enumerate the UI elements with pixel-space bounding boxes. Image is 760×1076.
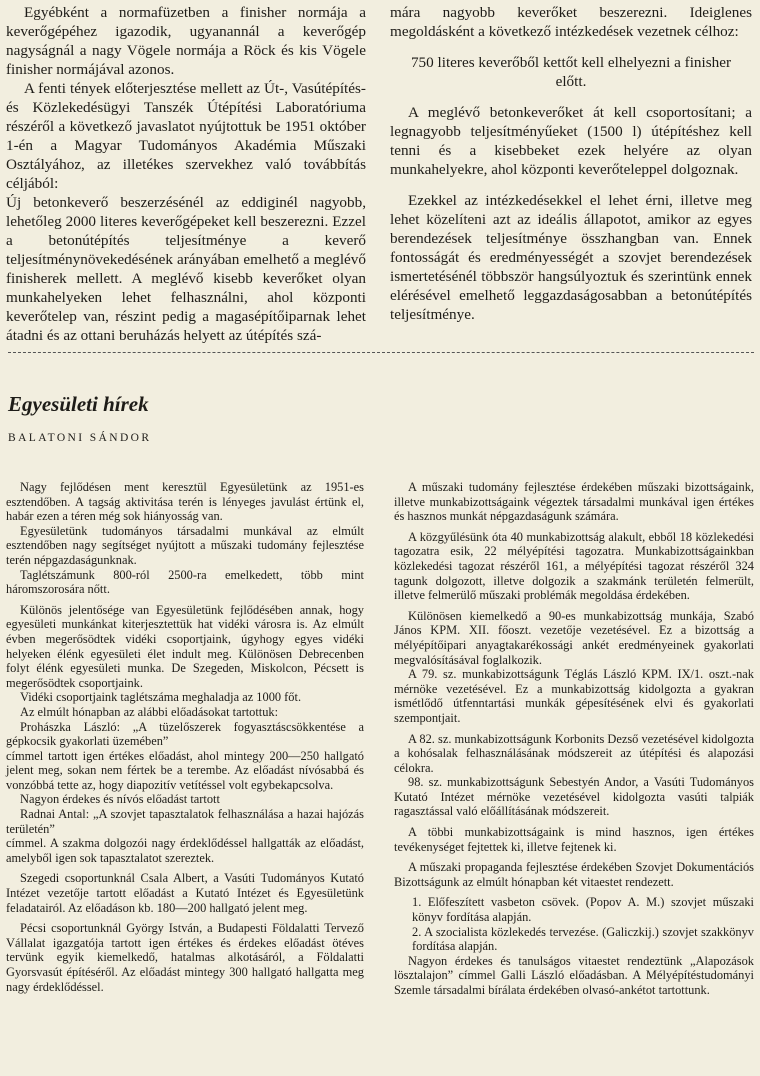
list-item: 1. Előfeszített vasbeton csövek. (Popov A. M.) szovjet műszaki könyv fordítása alapján. xyxy=(412,895,754,925)
paragraph: A műszaki propaganda fejlesztése érdekében Szovjet Dokumentációs Bizottságunk az elmúlt hónapban két vitaestet rendezett. xyxy=(394,860,754,889)
paragraph: 98. sz. munkabizottságunk Sebestyén Andor, a Vasúti Tudományos Kutató Intézet mérnöke vezetésével kidolgozta vasúti talpiák ragasztással való előállításának módszereit. xyxy=(394,775,754,819)
paragraph: A meglévő betonkeverőket át kell csoportosítani; a legnagyobb teljesítményűeket (1500 l) útépítéshez kell tenni és a kisebbeket ezek helyére az olyan munkahelyekre, ahol központi keverőteleppel dolgoznak. xyxy=(390,104,752,178)
paragraph: Egyébként a normafüzetben a finisher normája a keverőgépéhez igazodik, ugyanannál a keverőgép nagyságnál a nagy Vögele normája a Röck és kis Vögele finisher normájával azonos. xyxy=(6,4,366,78)
paragraph: A 79. sz. munkabizottságunk Téglás László KPM. IX/1. oszt.-nak mérnöke vezetésével. Ez a munkabizottság kidolgozta a gyakran ismétlődő útfenntartási munkák gépesítésének elvi és gyakorlati szempontjait. xyxy=(394,667,754,725)
paragraph: A fenti tények előterjesztése mellett az Út-, Vasútépítés- és Közlekedésügyi Tanszék Útépítési Laboratóriuma részéről a következő javaslatot nyújtottuk be 1951 október 1-én a Magyar Tudományos Akadémia Műszaki Osztályához, az illetékes szervekhez való továbbítás céljából: xyxy=(6,80,366,192)
paragraph: Ezekkel az intézkedésekkel el lehet érni, illetve meg lehet közelíteni azt az ideális állapotot, amikor az egyes berendezések teljesítménye összhangban van. Ennek fontosságát és eredményességét a szovjet berendezések ismertetésénél többször hangsúlyoztuk és szerintünk ennek elérésével emelhető leggazdaságosabban a betonútépítés teljesítménye. xyxy=(390,192,752,323)
news-column-right xyxy=(394,480,754,998)
paragraph: címmel. A szakma dolgozói nagy érdeklődéssel hallgatták az előadást, amelyből igen sok tapasztalatot szereztek. xyxy=(6,836,364,865)
paragraph: A közgyűlésünk óta 40 munkabizottság alakult, ebből 18 közlekedési tagozatra esik, 22 mélyépítési tagozatra. Munkabizottságainkban közlekedési tagozat részéről 161, a mélyépítési tagozat részéről 324 tagunk dolgozott, illetve dolgozik a szakmánk területén felmerült, illetve felmerülő műszaki problémák megoldása érdekében. xyxy=(394,529,754,603)
paragraph: Különös jelentősége van Egyesületünk fejlődésében annak, hogy egyesületi munkánkat kiterjesztettük hat vidéki városra is. Az elmúlt évben megerősödtek vidéki csoportjaink, úgyhogy egyes vidéki helyeken élénk egyesületi élet indult meg. Különösen Debrecenben folyt élénk egyesületi munka. De Szegeden, Miskolcon, Pécsett is megerősödtek csoportjaink. xyxy=(6,602,364,690)
section-title: Egyesületi hírek xyxy=(8,392,149,416)
paragraph: Új betonkeverő beszerzésénél az eddiginél nagyobb, lehetőleg 2000 literes keverőgépeket kell beszerezni. Ezzel a betonútépítés teljesítménye a keverő teljesítménynövekedésének arányában emelhető a meglévő finisherek mellett. A meglévő kisebb keverőket olyan munkahelyeken lehet felhasználni, ahol központi keverőtelep van, részint pedig a magasépítőiparnak lehet átadni és az ottani beruházás helyett az útépítés szá- xyxy=(6,194,366,344)
paragraph: Szegedi csoportunknál Csala Albert, a Vasúti Tudományos Kutató Intézet vezetője tartott előadást a Kutató Intézet és Egyesületünk feladatairól. Az előadáson kb. 180—200 hallgató jelent meg. xyxy=(6,871,364,915)
paragraph: Egyesületünk tudományos társadalmi munkával az elmúlt esztendőben nagy segítséget nyújtott a műszaki tudomány fejlesztése terén népgazdaságunknak. xyxy=(6,523,364,567)
news-column-left xyxy=(6,480,364,994)
paragraph: Vidéki csoportjaink taglétszáma meghaladja az 1000 főt. xyxy=(20,690,302,705)
paragraph: Nagyon érdekes és tanulságos vitaestet rendeztünk „Alapozások lösztalajon” címmel Galli László előadásban. A Mélyépítéstudományi Szemle társadalmi bírálata érdekében olvasó-ankétot tartottunk. xyxy=(394,953,754,997)
paragraph: címmel tartott igen értékes előadást, ahol mintegy 200—250 hallgató jelent meg, sokan nem fértek be a terembe. Az előadást nívósabbá és vonzóbbá tette az, hogy diapozitív vetítéssel volt egybekapcsolva. xyxy=(6,748,364,792)
paragraph: Radnai Antal: „A szovjet tapasztalatok felhasználása a hazai hajózás területén” xyxy=(6,807,364,836)
paragraph: Nagy fejlődésen ment keresztül Egyesületünk az 1951-es esztendőben. A tagság aktivitása terén is lényeges javulást értünk el, habár ezen a téren még sok hiányosság van. xyxy=(6,480,364,524)
paragraph: Pécsi csoportunknál György István, a Budapesti Földalatti Tervező Vállalat igazgatója tartott igen értékes és érdekes előadást ötéves tervünk egyik kiemelkedő, hatalmas alkotásáról, a Földalatti Gyorsvasút építéséről. Az előadást mintegy 300 hallgató hallgatta meg nagy érdeklődéssel. xyxy=(6,921,364,994)
paragraph: Nagyon érdekes és nívós előadást tartott xyxy=(20,792,220,807)
author-name: BALATONI SÁNDOR xyxy=(8,432,152,444)
paragraph: Különösen kiemelkedő a 90-es munkabizottság munkája, Szabó János KPM. XII. főoszt. vezetője vezetésével. Ez a bizottság a mélyépítőipari anyagtakarékossági ankét eredményeinek gyakorlati megvalósításával foglalkozik. xyxy=(394,608,754,667)
paragraph: Az elmúlt hónapban az alábbi előadásokat tartottuk: xyxy=(20,704,279,719)
paragraph: A többi munkabizottságaink is mind hasznos, igen értékes tevékenységet fejtettek ki, illetve fejtenek ki. xyxy=(394,825,754,854)
paragraph: mára nagyobb keverőket beszerezni. Ideiglenes megoldásként a következő intézkedések vezetnek célhoz: xyxy=(390,4,752,40)
paragraph: Taglétszámunk 800-ról 2500-ra emelkedett, több mint háromszorosára nőtt. xyxy=(6,567,364,597)
paragraph: Prohászka László: „A tüzelőszerek fogyasztáscsökkentése a gépkocsik gyakorlati üzemében” xyxy=(6,719,364,749)
article-column-right xyxy=(390,3,752,324)
paragraph: A műszaki tudomány fejlesztése érdekében műszaki bizottságaink, illetve munkabizottságaink végeztek társadalmi munkával igen értékes és hasznos munkát népgazdaságunk számára. xyxy=(394,480,754,524)
article-column-left xyxy=(6,3,366,345)
paragraph: A 82. sz. munkabizottságunk Korbonits Dezső vezetésével kidolgozta a kohósalak felhasználásának módszereit az útépítési és alapozási célokra. xyxy=(394,731,754,775)
section-divider xyxy=(8,352,754,353)
paragraph: 750 literes keverőből kettőt kell elhelyezni a finisher előtt. xyxy=(410,54,732,90)
list-item: 2. A szocialista közlekedés tervezése. (Galiczkij.) szovjet szakkönyv fordítása alapján. xyxy=(412,924,754,954)
